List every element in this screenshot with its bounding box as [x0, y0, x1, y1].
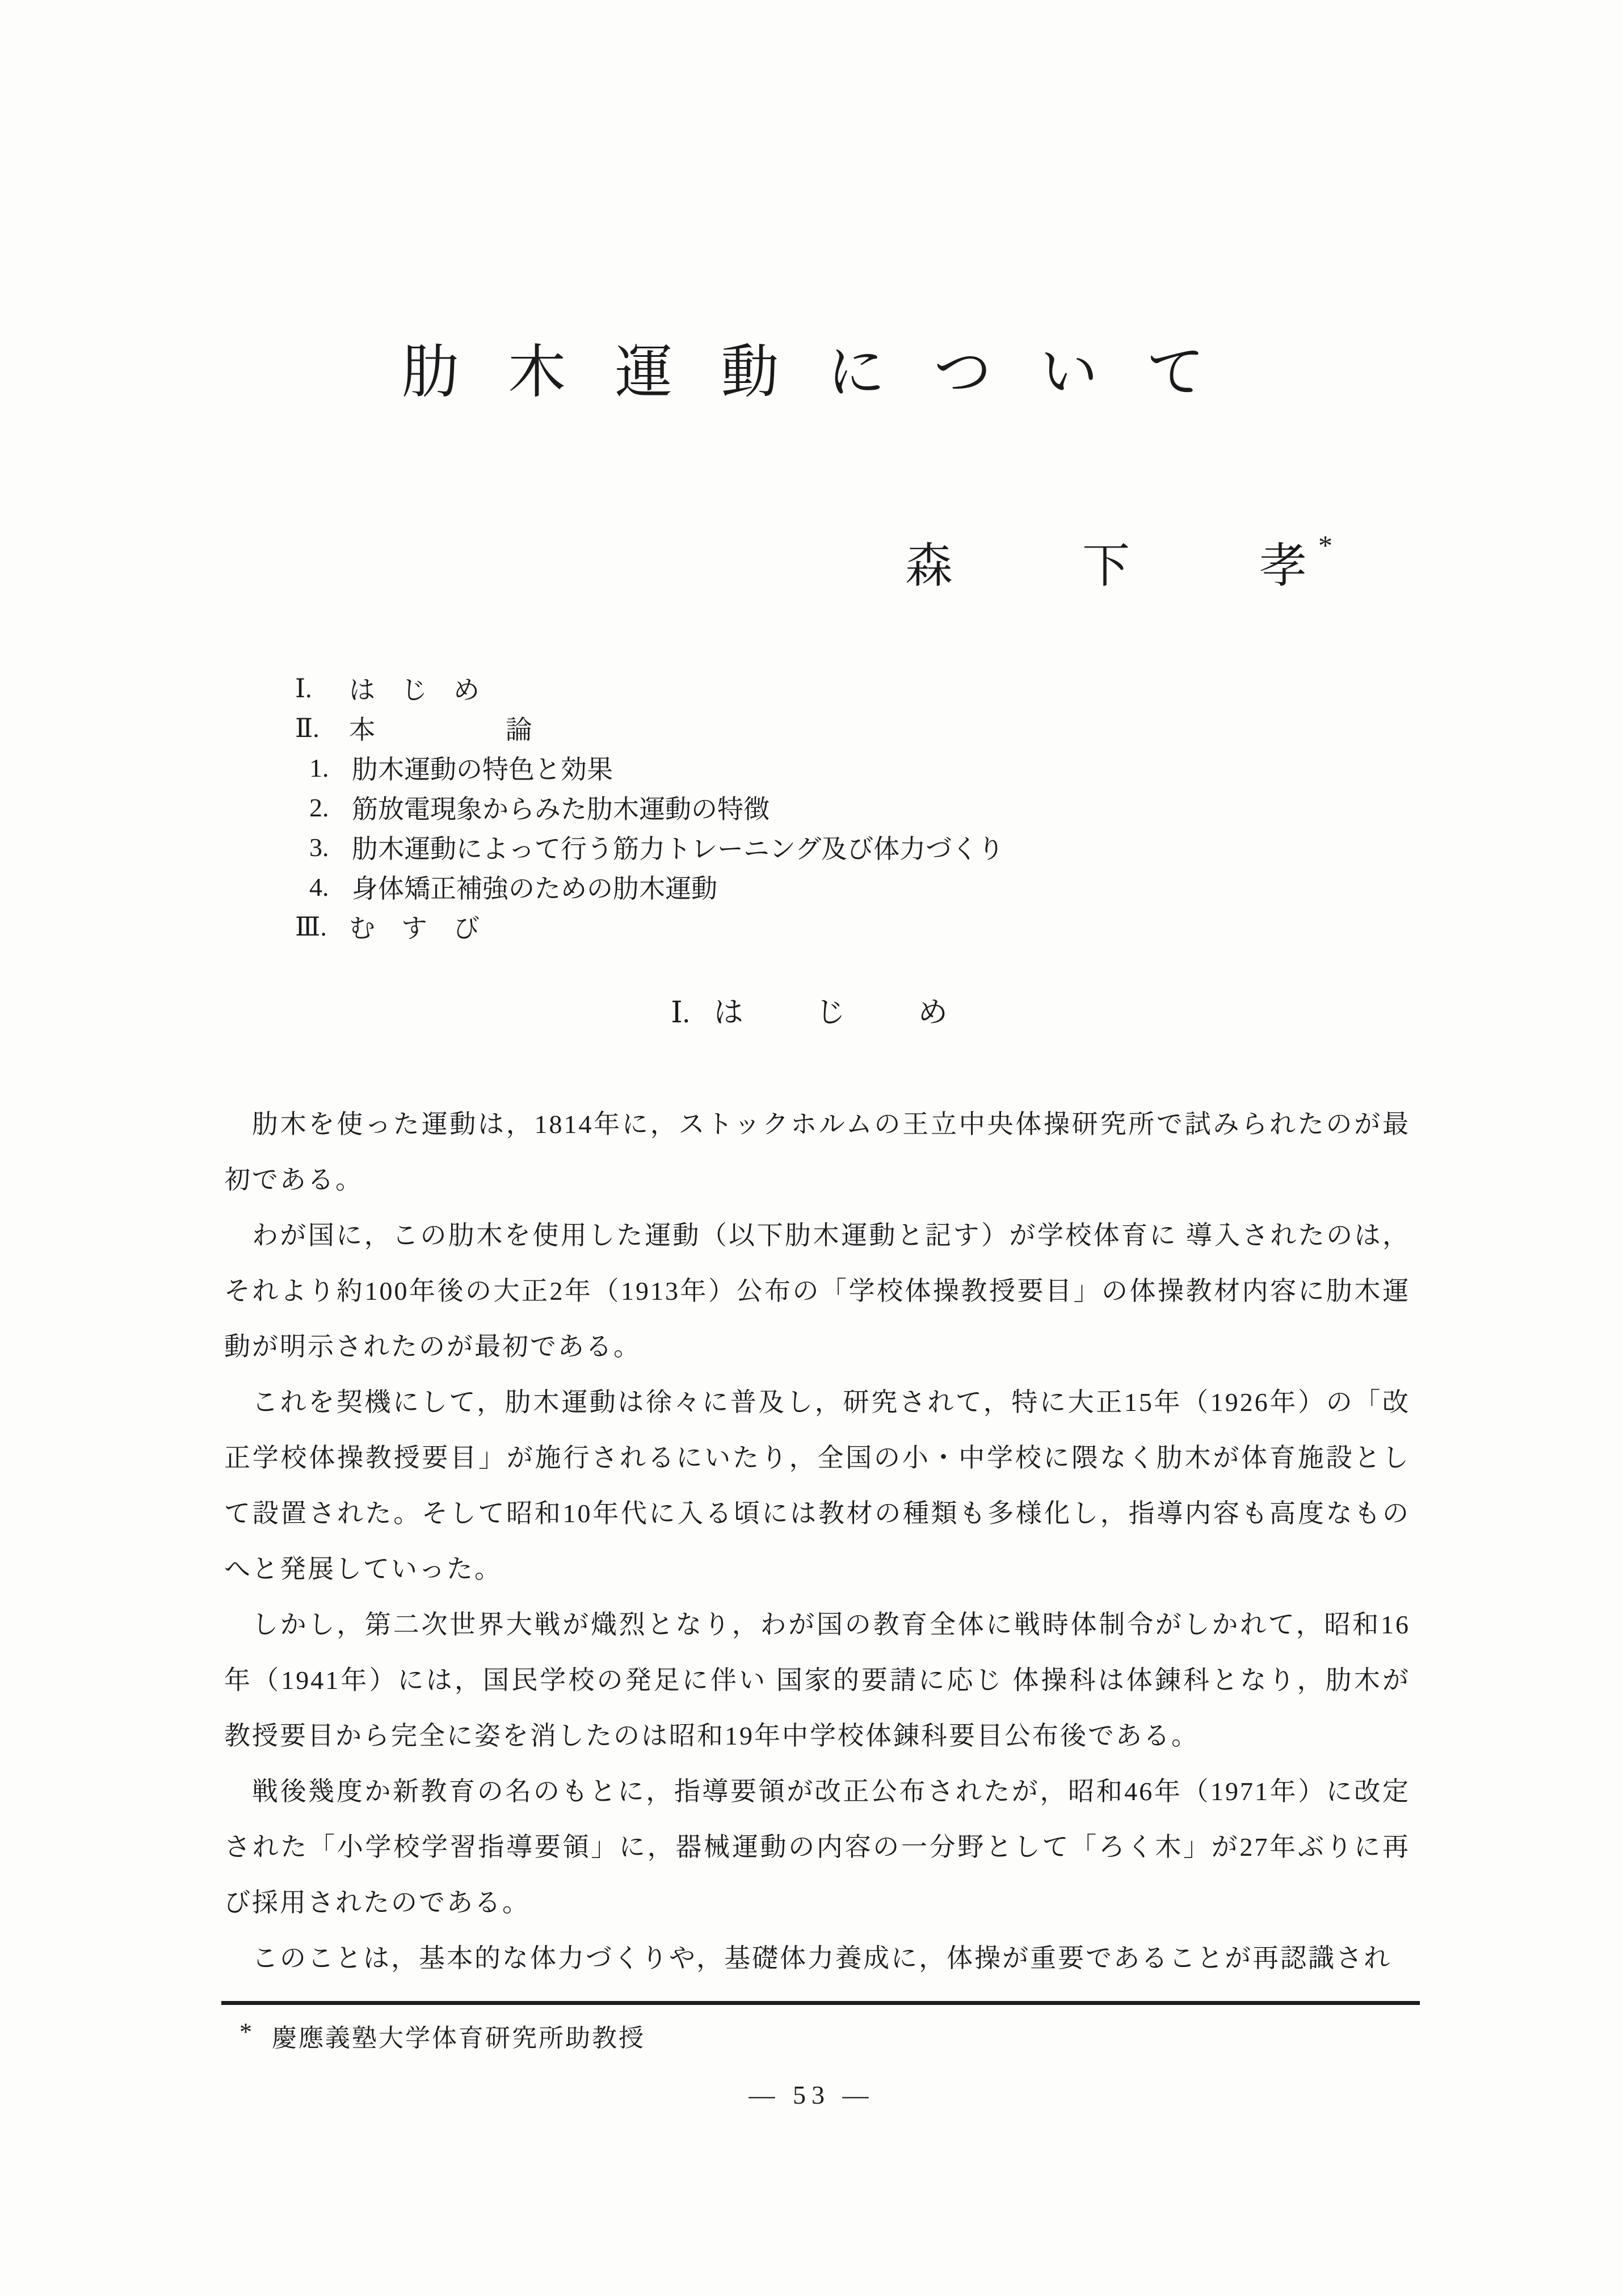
paragraph: これを契機にして，肋木運動は徐々に普及し，研究されて，特に大正15年（1926年）の「改正学校体操教授要目」が施行されるにいたり，全国の小・中学校に隈なく肋木が体育施設として設置された。そして昭和10年代に入る頃には教材の種類も多様化し，指導内容も高度なものへと発展していった。 — [224, 1388, 1410, 1583]
toc-item-label: 肋木運動によって行う筋力トレーニング及び体力づくり — [352, 835, 1004, 863]
table-of-contents — [295, 668, 1004, 946]
author-line — [905, 528, 1332, 596]
footnote-text: 慶應義塾大学体育研究所助教授 — [272, 2024, 645, 2052]
toc-item-number: Ⅰ. — [295, 674, 312, 703]
toc-item-label: む す び — [349, 914, 480, 943]
body-text — [224, 1097, 1410, 1986]
toc-item-number: 3. — [309, 832, 329, 862]
toc-item-label: 身体矯正補強のための肋木運動 — [352, 874, 717, 903]
toc-item-number: 4. — [309, 872, 329, 901]
paragraph: しかし，第二次世界大戦が熾烈となり，わが国の教育全体に戦時体制令がしかれて，昭和16年（1941年）には，国民学校の発足に伴い 国家的要請に応じ 体操科は体錬科となり，肋木が教授要目から完全に姿を消したのは昭和19年中学校体錬科要目公布後である。 — [224, 1610, 1410, 1750]
toc-item-section2 — [295, 787, 1004, 827]
toc-item-label: 本 論 — [349, 715, 532, 744]
author-name: 森 下 孝 — [905, 540, 1319, 593]
footnote-mark: * — [239, 2018, 254, 2046]
paragraph: このことは，基本的な体力づくりや，基礎体力養成に，体操が重要であることが再認識され — [252, 1944, 1392, 1973]
toc-item-number: Ⅱ. — [295, 714, 319, 743]
paragraph: 肋木を使った運動は，1814年に，ストックホルムの王立中央体操研究所で試みられたのが最初である。 — [224, 1110, 1410, 1194]
section-heading-number: Ⅰ. — [671, 997, 690, 1029]
toc-item-section4 — [295, 867, 1004, 907]
toc-item-label: 筋放電現象からみた肋木運動の特徴 — [352, 795, 770, 824]
paragraph: 戦後幾度か新教育の名のもとに，指導要領が改正公布されたが，昭和46年（1971年）に改定された「小学校学習指導要領」に，器械運動の内容の一分野として「ろく木」が27年ぶりに再び採用されたのである。 — [224, 1777, 1410, 1917]
toc-item-honron — [295, 708, 1004, 748]
toc-item-number: 2. — [309, 793, 329, 822]
footnote — [239, 2017, 645, 2054]
toc-item-section1 — [295, 748, 1004, 787]
footnote-divider — [221, 2001, 1420, 2005]
paper-title: 肋 木 運 動 に つ い て — [401, 341, 1222, 405]
section-heading — [0, 988, 1623, 1031]
toc-item-label: 肋木運動の特色と効果 — [352, 755, 613, 784]
toc-item-musubi — [295, 907, 1004, 946]
toc-item-label: は じ め — [349, 676, 480, 705]
author-footnote-mark: * — [1318, 529, 1333, 561]
section-heading-label: は じ め — [713, 997, 952, 1029]
toc-item-section3 — [295, 827, 1004, 867]
page-number: — 53 — — [749, 2080, 874, 2109]
toc-item-number: Ⅲ. — [295, 912, 327, 941]
toc-item-number: 1. — [309, 753, 329, 782]
toc-item-hajime — [295, 668, 1004, 708]
paragraph: わが国に，この肋木を使用した運動（以下肋木運動と記す）が学校体育に 導入されたのは，それより約100年後の大正2年（1913年）公布の「学校体操教授要目」の体操教材内容に肋木運動が明示されたのが最初である。 — [224, 1221, 1410, 1361]
